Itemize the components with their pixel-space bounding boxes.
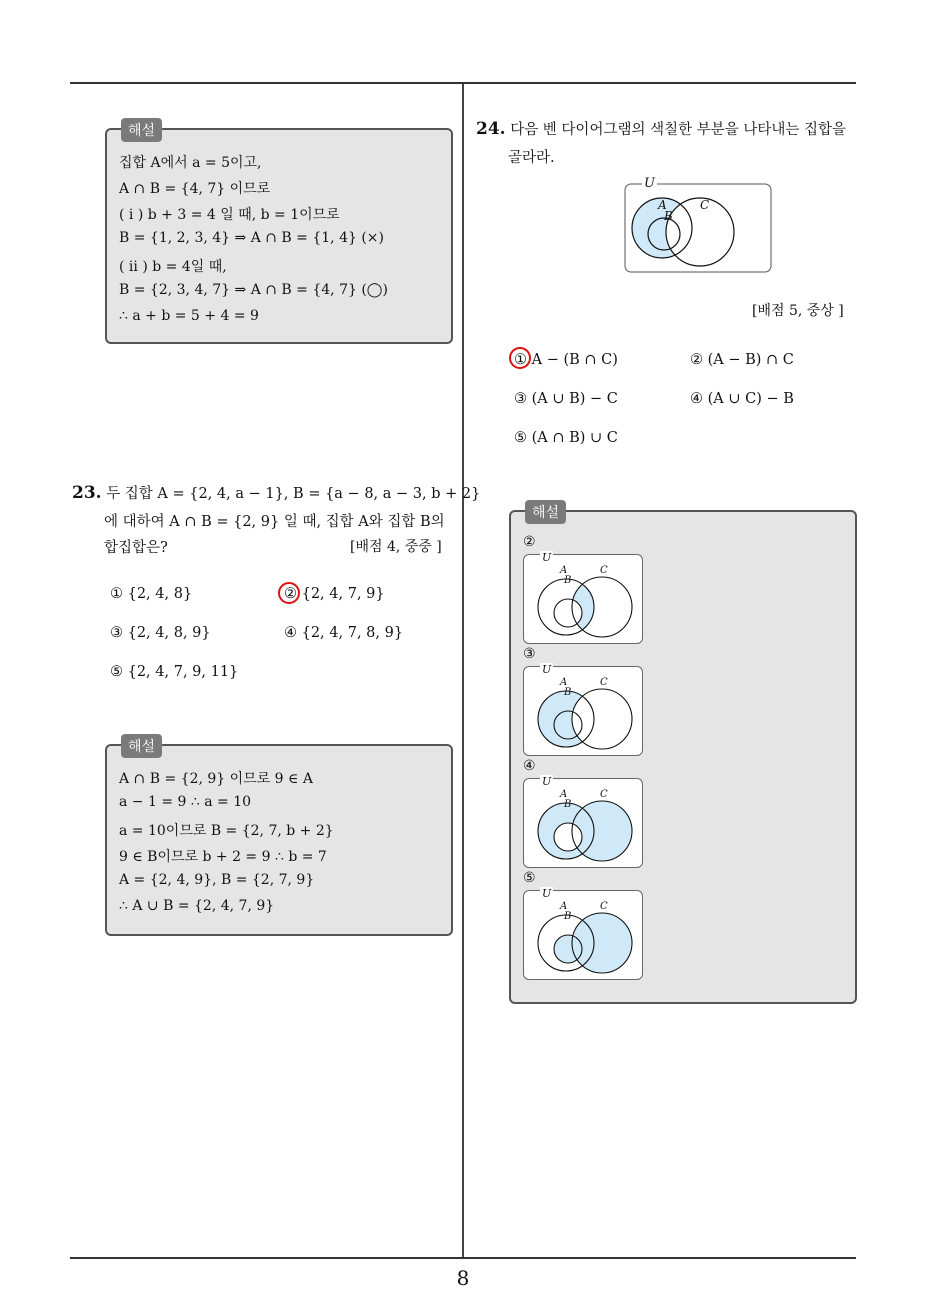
answer-mark [278,582,300,604]
answer-mark [509,347,531,369]
choice-3[interactable]: ③ (A ∪ B) − C [514,391,618,407]
choice-5[interactable]: ⑤ {2, 4, 7, 9, 11} [110,664,239,680]
venn-diagram-3 [524,667,642,755]
solution-line: ( ii ) b = 4일 때, [119,259,227,275]
solution-line: A ∩ B = {2, 9} 이므로 9 ∈ A [119,771,313,787]
choice-4[interactable]: ④ (A ∪ C) − B [690,391,794,407]
solution-line: 집합 A에서 a = 5이고, [119,155,262,171]
page-number: 8 [456,1266,470,1290]
label-c: C [700,198,710,212]
solution-item-number: ⑤ [523,870,536,886]
solution-line: A = {2, 4, 9}, B = {2, 7, 9} [119,872,315,888]
venn-option-4: U A B C [523,778,643,868]
grade-label: [배점 5, 중상 ] [752,303,844,319]
venn-option-5: U A B C [523,890,643,980]
solution-item-number: ③ [523,646,536,662]
choice-3[interactable]: ③ {2, 4, 8, 9} [110,625,211,641]
solution-item-number: ④ [523,758,536,774]
choice-4[interactable]: ④ {2, 4, 7, 8, 9} [284,625,404,641]
choice-1[interactable]: ① A − (B ∩ C) [514,352,618,368]
solution-line: A ∩ B = {4, 7} 이므로 [119,181,271,197]
venn-diagram-2 [524,555,642,643]
choice-2[interactable]: ② (A − B) ∩ C [690,352,794,368]
solution-line: ( i ) b + 3 = 4 일 때, b = 1이므로 [119,207,340,223]
label-b: B [664,209,673,223]
question-24 [476,118,846,139]
choice-1[interactable]: ① {2, 4, 8} [110,586,193,602]
question-number: 23. [72,483,102,503]
choice-5[interactable]: ⑤ (A ∩ B) ∪ C [514,430,618,446]
question-text: 에 대하여 A ∩ B = {2, 9} 일 때, 집합 A와 집합 B의 [104,514,445,530]
question-text: 합집합은? [104,540,168,556]
solution-tag: 해설 [121,118,162,142]
solution-line: ∴ a + b = 5 + 4 = 9 [119,308,259,324]
choice-2[interactable]: ② {2, 4, 7, 9} [284,586,385,602]
solution-tag: 해설 [525,500,566,524]
solution-box-23 [105,739,453,936]
solution-box-22 [105,123,453,344]
solution-box-24 [509,505,857,1004]
venn-diagram-4 [524,779,642,867]
label-u: U [644,176,655,191]
question-text: 골라라. [508,150,555,166]
solution-line: B = {2, 3, 4, 7} ⇒ A ∩ B = {4, 7} (◯) [119,282,388,298]
column-divider [462,84,464,1257]
solution-line: 9 ∈ B이므로 b + 2 = 9 ∴ b = 7 [119,849,327,865]
venn-diagram-5 [524,891,642,979]
solution-tag: 해설 [121,734,162,758]
solution-line: a − 1 = 9 ∴ a = 10 [119,794,252,810]
bottom-rule [70,1257,856,1259]
solution-line: a = 10이므로 B = {2, 7, b + 2} [119,823,334,839]
question-23 [72,482,480,503]
solution-line: ∴ A ∪ B = {2, 4, 7, 9} [119,898,275,914]
question-text: 두 집합 A = {2, 4, a − 1}, B = {a − 8, a − 3, b + 2} [106,486,481,502]
grade-label: [배점 4, 중중 ] [350,539,442,555]
solution-line: B = {1, 2, 3, 4} ⇒ A ∩ B = {1, 4} (×) [119,230,384,246]
venn-diagram [624,180,772,274]
solution-item-number: ② [523,534,536,550]
question-text: 다음 벤 다이어그램의 색칠한 부분을 나타내는 집합을 [510,122,846,138]
label-a: A [658,198,667,212]
venn-option-2: U A B C [523,554,643,644]
question-number: 24. [476,119,506,139]
venn-option-3: U A B C [523,666,643,756]
